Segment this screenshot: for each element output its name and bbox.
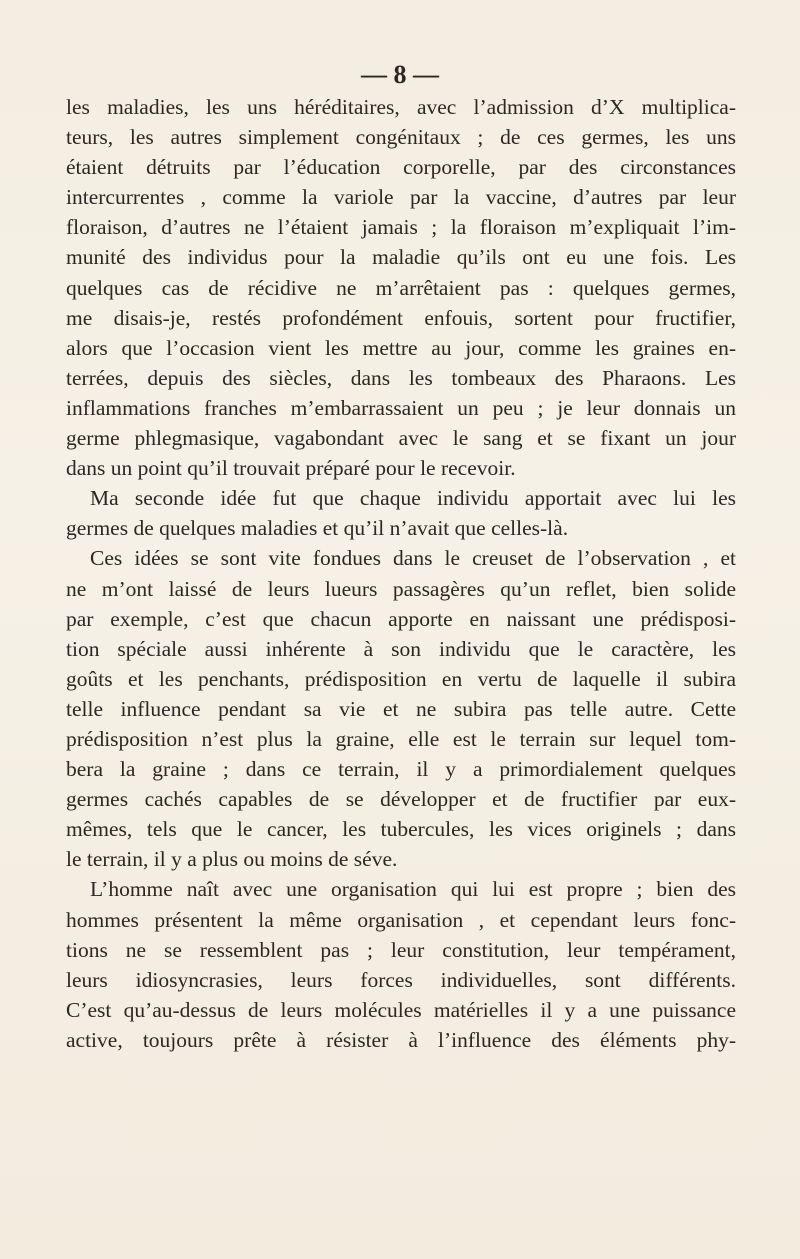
body-text [66,92,736,1055]
text-line: active, toujours prête à résister à l’influence des éléments phy- [66,1027,736,1052]
text-line: leurs idiosyncrasies, leurs forces individuelles, sont différents. [66,967,736,992]
text-line: les maladies, les uns héréditaires, avec l’admission d’X multiplica- [66,95,736,119]
text-line: floraison, d’autres ne l’étaient jamais ; la floraison m’expliquait l’im- [66,215,736,240]
text-line: dans un point qu’il trouvait préparé pour le recevoir. [66,456,516,481]
text-line: terrées, depuis des siècles, dans les tombeaux des Pharaons. Les [66,365,736,390]
text-line: hommes présentent la même organisation , et cependant leurs fonc- [66,907,736,932]
text-line: C’est qu’au-dessus de leurs molécules matérielles il y a une puissance [66,997,736,1022]
text-line: étaient détruits par l’éducation corporelle, par des circonstances [66,155,736,180]
text-line: germe phlegmasique, vagabondant avec le sang et se fixant un jour [66,426,736,451]
text-line: L’homme naît avec une organisation qui lui est propre ; bien des [90,877,736,902]
text-line: le terrain, il y a plus ou moins de séve. [66,847,398,872]
text-line: me disais-je, restés profondément enfouis, sortent pour fructifier, [66,305,736,330]
text-line: germes de quelques maladies et qu’il n’avait que celles-là. [66,516,569,541]
text-line: tion spéciale aussi inhérente à son individu que le caractère, les [66,636,736,661]
text-line: inflammations franches m’embarrassaient un peu ; je leur donnais un [66,395,736,420]
text-line: munité des individus pour la maladie qu’ils ont eu une fois. Les [66,245,736,270]
text-line: intercurrentes , comme la variole par la vaccine, d’autres par leur [66,185,736,210]
page-number: — 8 — [361,60,439,89]
text-line: Ma seconde idée fut que chaque individu apportait avec lui les [90,486,736,511]
text-line: prédisposition n’est plus la graine, elle est le terrain sur lequel tom- [66,726,736,751]
text-line: mêmes, tels que le cancer, les tubercules, les vices originels ; dans [66,817,736,842]
text-line: Ces idées se sont vite fondues dans le creuset de l’observation , et [90,546,736,571]
text-line: par exemple, c’est que chacun apporte en naissant une prédisposi- [66,606,736,631]
text-line: germes cachés capables de se développer et de fructifier par eux- [66,787,736,812]
text-line: bera la graine ; dans ce terrain, il y a primordialement quelques [66,757,736,782]
text-line: telle influence pendant sa vie et ne subira pas telle autre. Cette [66,696,736,721]
text-line: alors que l’occasion vient les mettre au jour, comme les graines en- [66,335,736,360]
text-line: teurs, les autres simplement congénitaux ; de ces germes, les uns [66,125,736,150]
text-line: tions ne se ressemblent pas ; leur constitution, leur tempérament, [66,937,736,962]
text-line: goûts et les penchants, prédisposition en vertu de laquelle il subira [66,666,736,691]
text-line: ne m’ont laissé de leurs lueurs passagères qu’un reflet, bien solide [66,576,736,601]
text-line: quelques cas de récidive ne m’arrêtaient pas : quelques germes, [66,275,736,300]
